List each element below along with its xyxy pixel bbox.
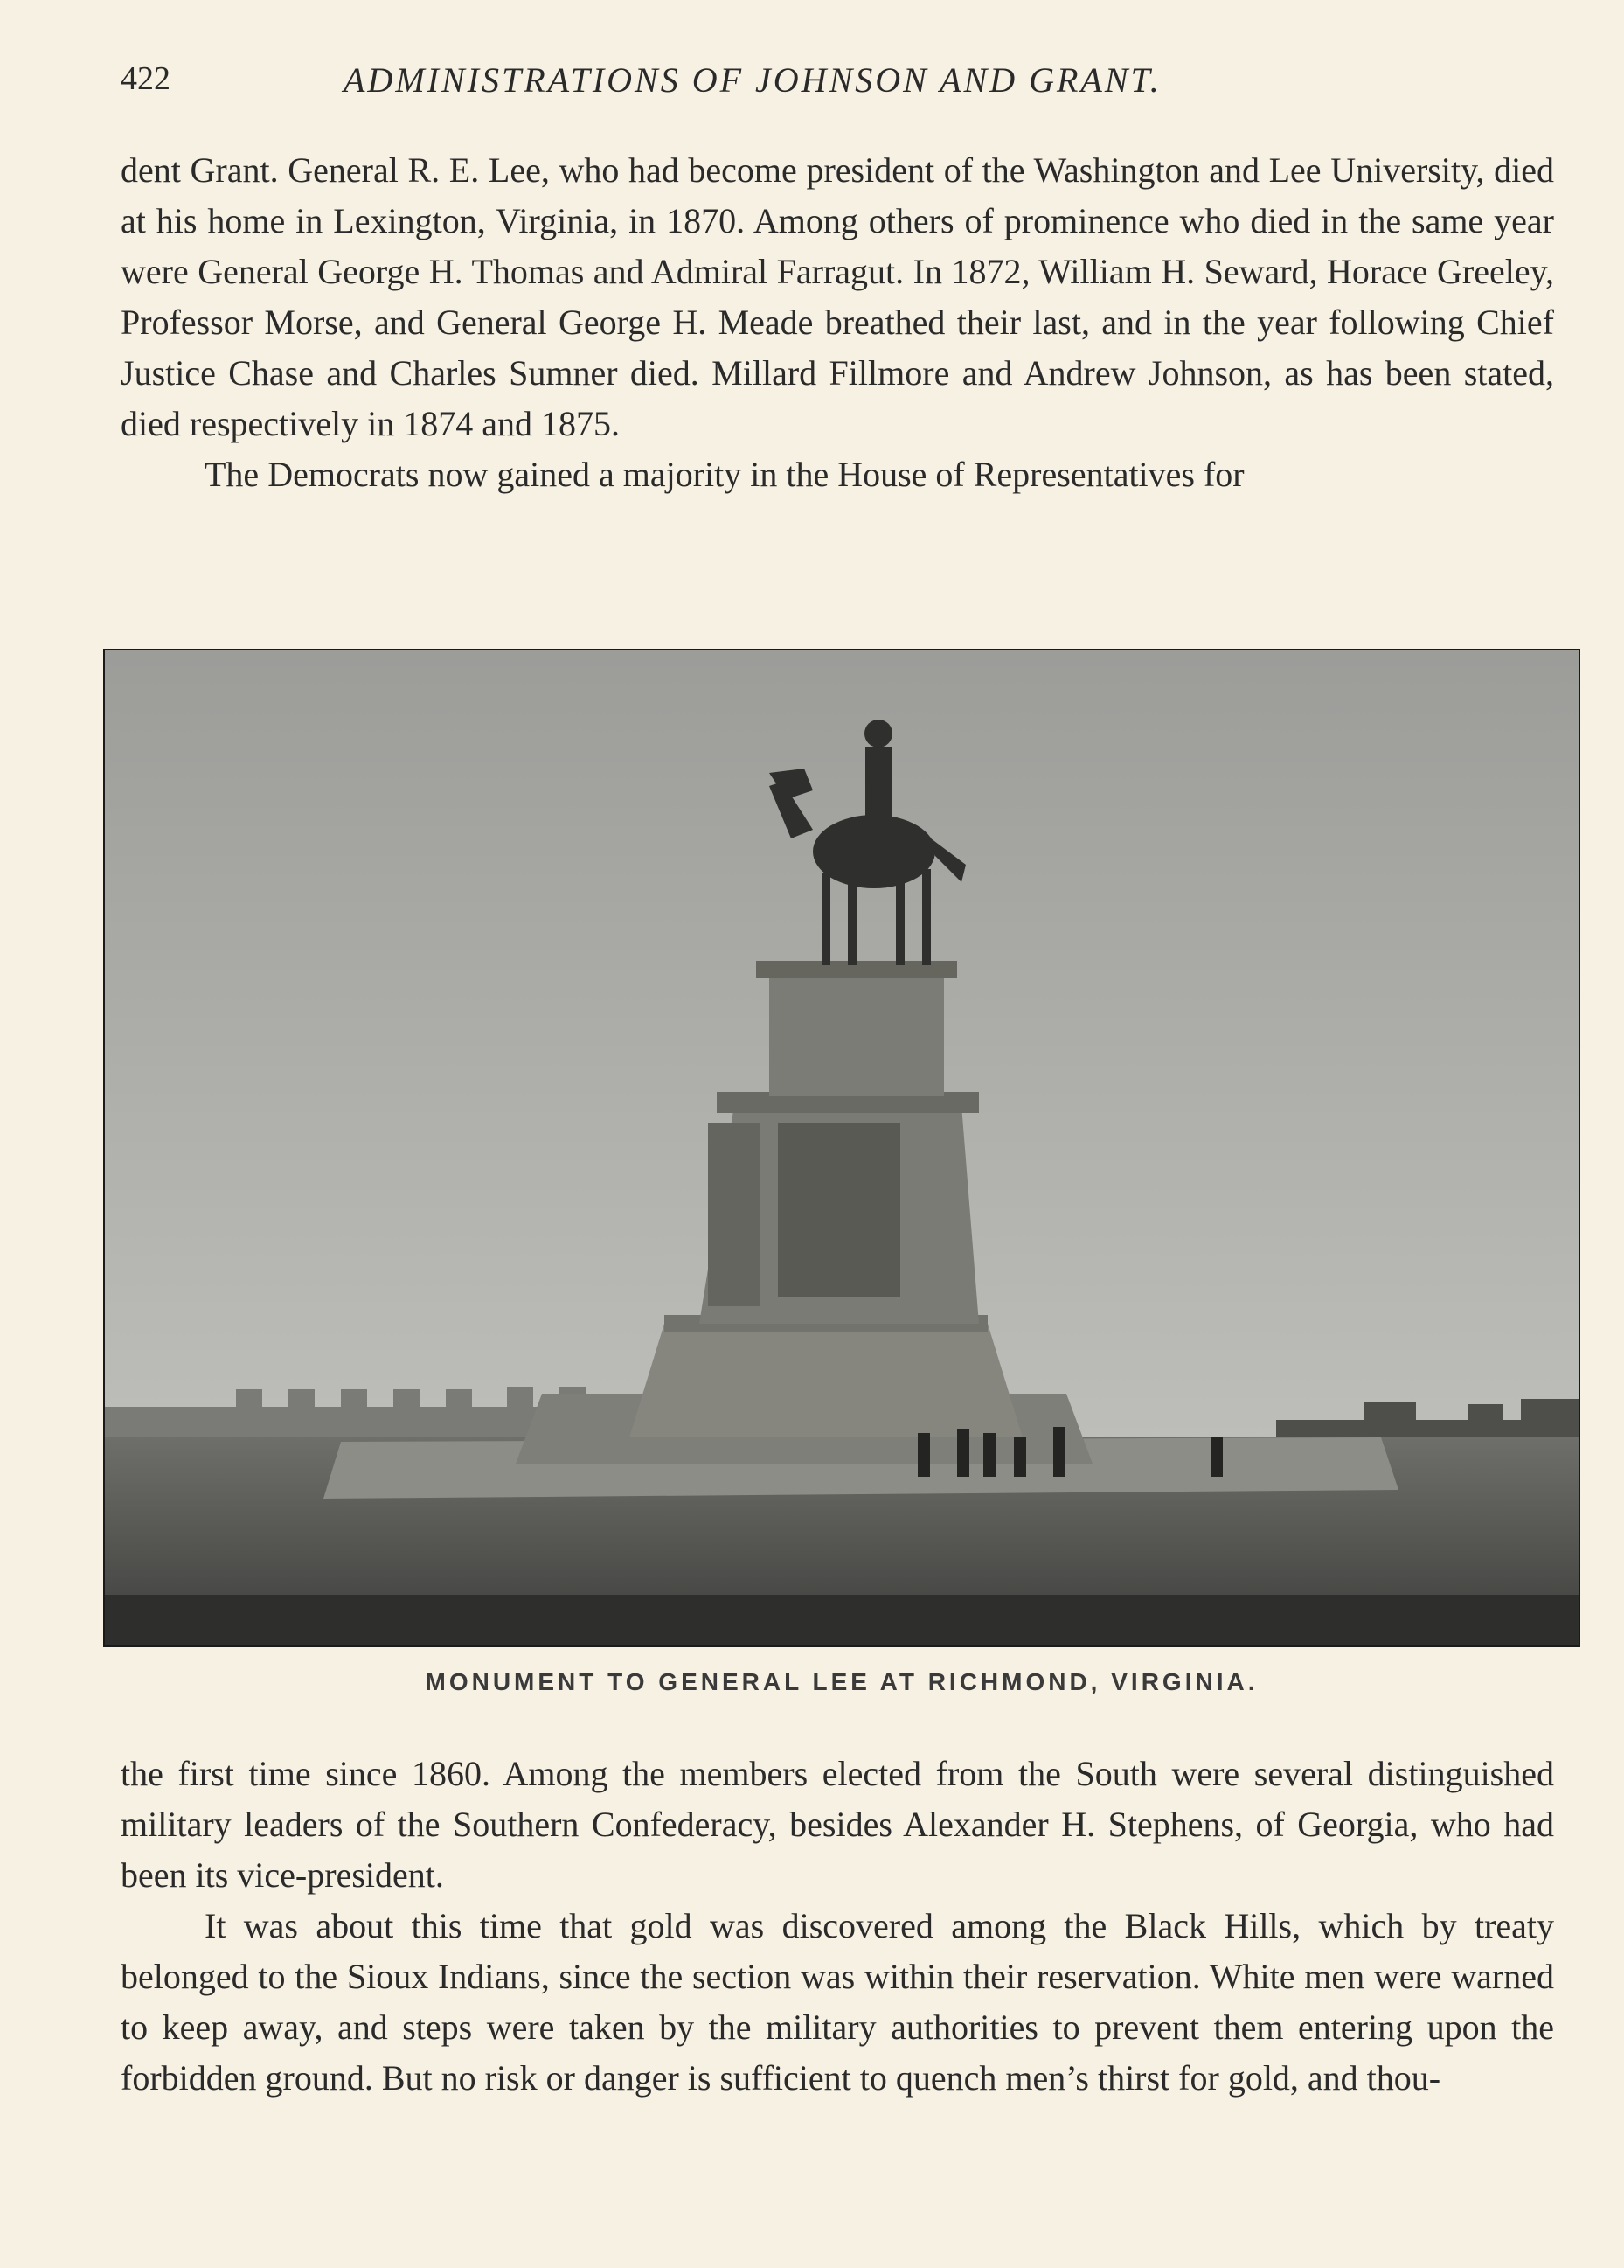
monument-pedestal-base <box>629 1324 1023 1437</box>
page-header <box>121 59 1554 112</box>
page-number: 422 <box>121 60 170 97</box>
paragraph: the first time since 1860. Among the members elected from the South were several distinguished military leaders of the Southern Confederacy, besides Alexander H. Stephens, of Georgia, who had been its vice-president. <box>121 1754 1554 1895</box>
top-text-block <box>121 145 1554 500</box>
bottom-text-block <box>121 1749 1554 2104</box>
figure-caption: MONUMENT TO GENERAL LEE AT RICHMOND, VIRGINIA. <box>425 1668 1259 1695</box>
paragraph: It was about this time that gold was discovered among the Black Hills, which by treaty belonged to the Sioux Indians, since the section was within their reservation. White men were warned to keep away, and steps were taken by the military authorities to prevent them entering upon the forbidden ground. But no risk or danger is sufficient to quench men’s thirst for gold, and thou- <box>121 1906 1554 2098</box>
paragraph: The Democrats now gained a majority in the House of Representatives for <box>205 455 1245 494</box>
running-head: ADMINISTRATIONS OF JOHNSON AND GRANT. <box>344 60 1162 100</box>
paragraph: dent Grant. General R. E. Lee, who had become president of the Washington and Lee University, died at his home in Lexington, Virginia, in 1870. Among others of prominence who died in the same year were General George H. Thomas and Admiral Farragut. In 1872, William H. Seward, Horace Greeley, Professor Morse, and General George H. Meade breathed their last, and in the year following Chief Justice Chase and Charles Sumner died. Millard Fillmore and Andrew Johnson, as has been stated, died respectively in 1874 and 1875. <box>121 150 1554 443</box>
monument-photograph <box>103 649 1580 1647</box>
